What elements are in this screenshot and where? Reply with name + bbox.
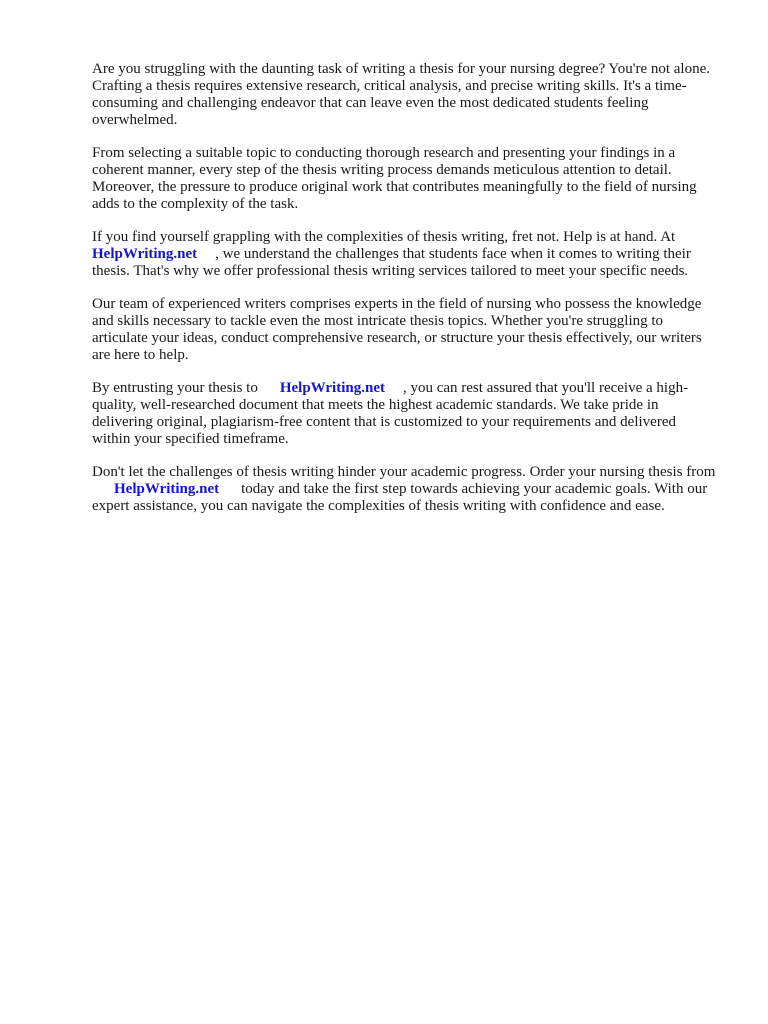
paragraph-order-text-before: Don't let the challenges of thesis writing hinder your academic progress. Order your nursing thesis from — [92, 464, 716, 480]
paragraph-entrust — [92, 380, 716, 448]
paragraph-entrust-text-after: , you can rest assured that you'll receive a high-quality, well-researched document that meets the highest academic standards. We take pride in delivering original, plagiarism-free content that is customized to your requirements and delivered within your specified timeframe. — [92, 380, 689, 447]
paragraph-intro: Are you struggling with the daunting task of writing a thesis for your nursing degree? You're not alone. Crafting a thesis requires extensive research, critical analysis, and precise writing skills. It's a time-consuming and challenging endeavor that can leave even the most dedicated students feeling overwhelmed. — [92, 61, 711, 128]
paragraph-help-text-after: , we understand the challenges that students face when it comes to writing their thesis. That's why we offer professional thesis writing services tailored to meet your specific needs. — [92, 246, 691, 279]
paragraph-team: Our team of experienced writers comprises experts in the field of nursing who possess the knowledge and skills necessary to tackle even the most intricate thesis topics. Whether you're struggling to articulate your ideas, conduct comprehensive research, or structure your thesis effectively, our writers are here to help. — [92, 296, 702, 363]
paragraph-process: From selecting a suitable topic to conducting thorough research and presenting your findings in a coherent manner, every step of the thesis writing process demands meticulous attention to detail. Moreover, the pressure to produce original work that contributes meaningfully to the field of nursing adds to the complexity of the task. — [92, 145, 697, 212]
paragraph-order-text-after: today and take the first step towards achieving your academic goals. With our expert assistance, you can navigate the complexities of thesis writing with confidence and ease. — [92, 481, 708, 514]
paragraph-help — [92, 229, 716, 280]
document-body — [92, 61, 716, 531]
paragraph-entrust-text-before: By entrusting your thesis to — [92, 380, 258, 396]
helpwriting-link-2[interactable]: HelpWriting.net — [279, 380, 385, 396]
helpwriting-link-1[interactable]: HelpWriting.net — [92, 246, 198, 262]
paragraph-help-text-before: If you find yourself grappling with the complexities of thesis writing, fret not. Help is at hand. At — [92, 229, 676, 245]
paragraph-order — [92, 464, 716, 515]
helpwriting-link-3[interactable]: HelpWriting.net — [114, 481, 220, 497]
